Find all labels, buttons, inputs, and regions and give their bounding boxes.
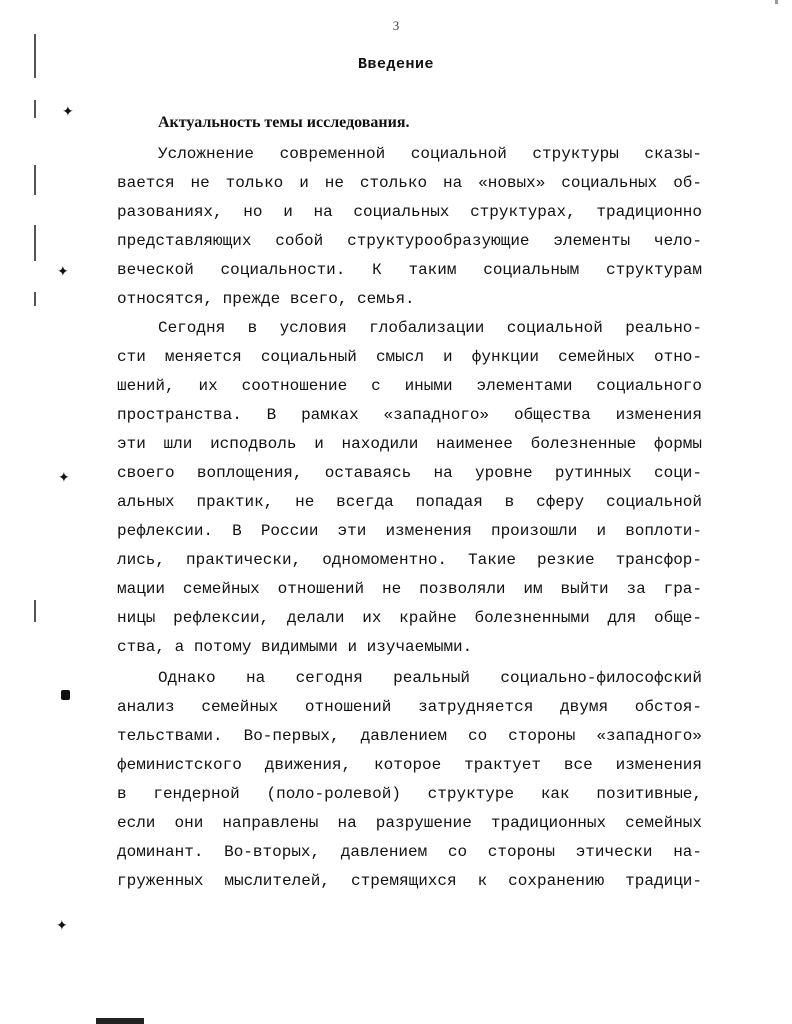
text-line: груженных мыслителей, стремящихся к сохранению традици- [117,872,702,890]
bottom-smudge [96,1018,144,1024]
margin-bar [34,292,36,306]
text-line: пространства. В рамках «западного» общества изменения [117,406,702,424]
margin-marker-icon: ✦ [58,470,70,486]
text-line: тельствами. Во-первых, давлением со стороны «западного» [117,727,702,745]
text-line: сти меняется социальный смысл и функции семейных отно- [117,348,702,366]
text-line: доминант. Во-вторых, давлением со стороны этически на- [117,843,702,861]
margin-bar [34,600,36,622]
margin-bar [34,225,36,261]
text-line: эти шли исподволь и находили наименее болезненные формы [117,435,702,453]
text-line: рефлексии. В России эти изменения произошли и воплоти- [117,522,702,540]
text-line: если они направлены на разрушение традиционных семейных [117,814,702,832]
text-line: Однако на сегодня реальный социально-философский [158,669,702,687]
text-line: Сегодня в условия глобализации социальной реально- [158,319,702,337]
text-line: анализ семейных отношений затрудняется двумя обстоя- [117,698,702,716]
page-title: Введение [357,56,434,73]
page-number: 3 [392,18,400,33]
text-line: шений, их соотношение с иными элементами социального [117,377,702,395]
text-line: разованиях, но и на социальных структурах, традиционно [117,203,702,221]
margin-blob [61,690,70,700]
margin-marker-icon: ✦ [56,918,68,934]
text-line: представляющих собой структурообразующие элементы чело- [117,232,702,250]
text-line: своего воплощения, оставаясь на уровне рутинных соци- [117,464,702,482]
text-line: Усложнение современной социальной структуры сказы- [158,145,702,163]
margin-bar [34,165,36,195]
text-line: вается не только и не столько на «новых» социальных об- [117,174,702,192]
text-line: лись, практически, одномоментно. Такие резкие трансфор- [117,551,702,569]
margin-marker-icon: ✦ [57,264,69,280]
text-line: ницы рефлексии, делали их крайне болезненными для обще- [117,609,702,627]
text-line: мации семейных отношений не позволяли им выйти за гра- [117,580,702,598]
text-line: альных практик, не всегда попадая в сферу социальной [117,493,702,511]
top-speck [775,0,778,4]
margin-marker-icon: ✦ [62,104,74,120]
section-subheading: Актуальность темы исследования. [158,114,410,131]
text-line: относятся, прежде всего, семья. [117,290,415,308]
text-line: ства, а потому видимыми и изучаемыми. [117,638,473,656]
text-line: в гендерной (поло-ролевой) структуре как позитивные, [117,785,702,803]
margin-bar [34,100,36,118]
text-line: феминистского движения, которое трактует все изменения [117,756,702,774]
text-line: веческой социальности. К таким социальным структурам [117,261,702,279]
margin-bar [34,34,36,78]
